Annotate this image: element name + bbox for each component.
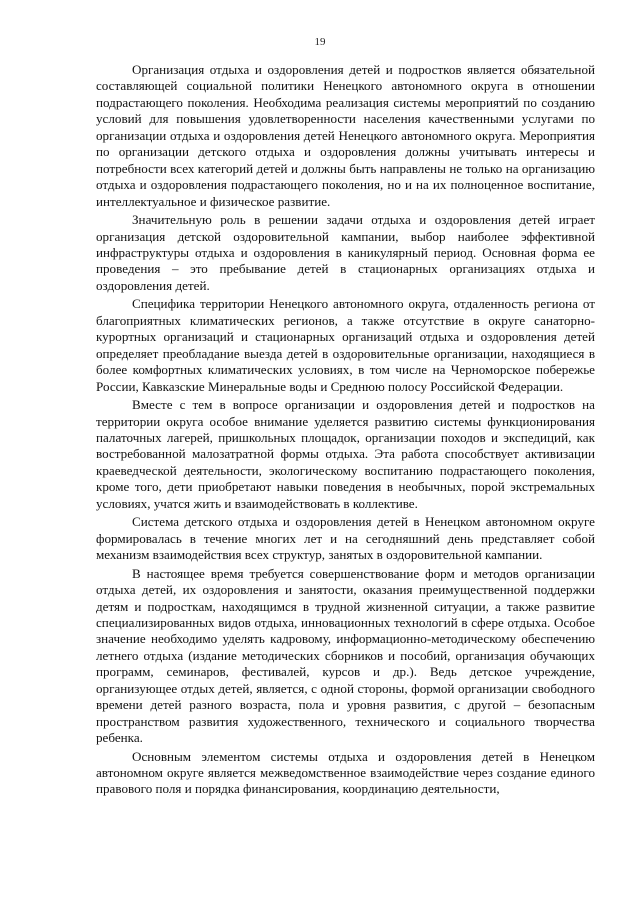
paragraph-7: Основным элементом системы отдыха и оздоровления детей в Ненецком автономном округе является межведомственное взаимодействие через создание единого правового поля и порядка финансирования, координацию деятельности, <box>96 748 595 797</box>
paragraph-3: Специфика территории Ненецкого автономного округа, отдаленность региона от благоприятных климатических регионов, а также отсутствие в округе санаторно-курортных организаций и стационарных организаций отдыха и оздоровления детей определяет преобладание выезда детей в оздоровительные организации, находящиеся в более комфортных климатических условиях, в том числе на Черноморское побережье России, Кавказские Минеральные воды и Среднюю полосу Российской Федерации. <box>96 296 595 394</box>
paragraph-4: Вместе с тем в вопросе организации и оздоровления детей и подростков на территории округа особое внимание уделяется развитию системы функционирования палаточных лагерей, пришкольных площадок, организации походов и экспедиций, как востребованной малозатратной формы отдыха. Эта работа способствует активизации краеведческой деятельности, экологическому воспитанию подрастающего поколения, кроме того, дети приобретают навыки поведения в необычных, порой экстремальных условиях, учатся жить и взаимодействовать в коллективе. <box>96 397 595 511</box>
paragraph-1: Организация отдыха и оздоровления детей и подростков является обязательной составляющей социальной политики Ненецкого автономного округа в отношении подрастающего поколения. Необходима реализация системы мероприятий по созданию условий для повышения удовлетворенности населения качественными услугами по организации отдыха и оздоровления детей Ненецкого автономного округа. Мероприятия по организации детского отдыха и оздоровления должны учитывать интересы и потребности всех категорий детей и должны быть направлены не только на организацию отдыха и оздоровления подрастающего поколения, но и на их полноценное воспитание, интеллектуальное и физическое развитие. <box>96 62 595 209</box>
paragraph-2: Значительную роль в решении задачи отдыха и оздоровления детей играет организация детской оздоровительной кампании, выбор наиболее эффективной инфраструктуры отдыха и оздоровления в каникулярный период. Основная форма ее проведения – это пребывание детей в стационарных организациях отдыха и оздоровления детей. <box>96 212 595 293</box>
page-number: 19 <box>314 36 326 48</box>
paragraph-5: Система детского отдыха и оздоровления детей в Ненецком автономном округе формировалась в течение многих лет и на сегодняшний день представляет собой механизм взаимодействия всех структур, занятых в оздоровительной кампании. <box>96 514 595 563</box>
paragraph-6: В настоящее время требуется совершенствование форм и методов организации отдыха детей, их оздоровления и занятости, оказания преимущественной поддержки детям и подросткам, находящимся в трудной жизненной ситуации, а также развитие специализированных видов отдыха, инновационных технологий в сфере отдыха. Особое значение необходимо уделять кадровому, информационно-методическому обеспечению летнего отдыха (издание методических сборников и пособий, организация обучающих программ, семинаров, фестивалей, курсов и др.). Ведь детское учреждение, организующее отдых детей, является, с одной стороны, формой организации свободного времени детей разного возраста, пола и уровня развития, с другой – безопасным пространством развития художественного, технического и социального творчества ребенка. <box>96 565 595 746</box>
document-body <box>96 62 595 800</box>
